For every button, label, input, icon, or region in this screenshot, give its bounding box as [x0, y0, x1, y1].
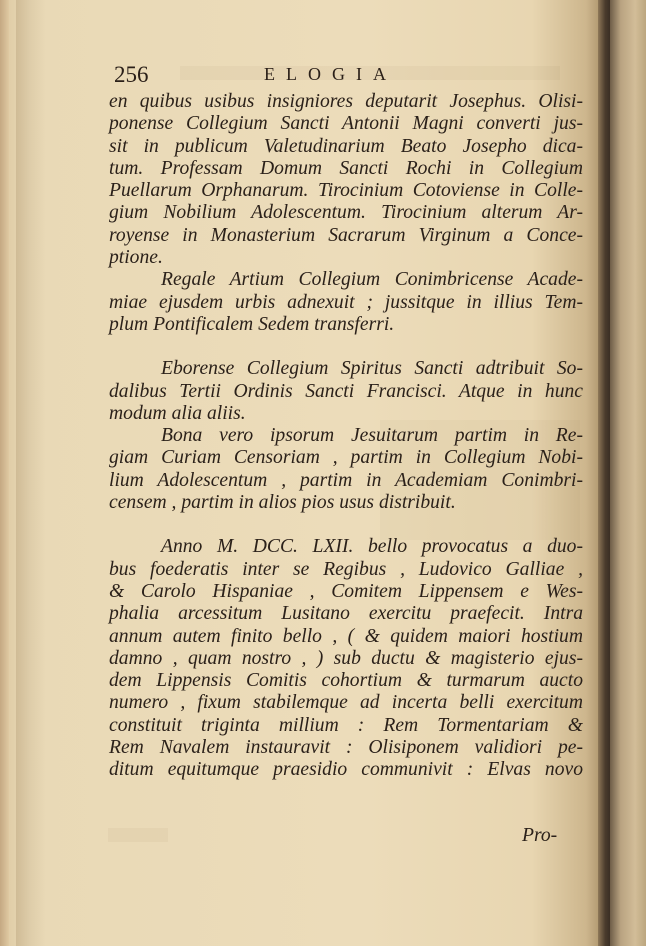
paragraph-start-line: Regale Artium Collegium Conimbricense Acade-: [161, 269, 583, 291]
text-line: constituit triginta millium : Rem Tormentariam &: [109, 714, 583, 736]
bleed-through-smudge: [108, 828, 168, 842]
adjacent-page-edge: [610, 0, 646, 946]
text-line: miae ejusdem urbis adnexuit ; jussitque in illius Tem-: [109, 291, 583, 313]
paragraph-gap: [109, 514, 583, 536]
text-line: numero , fixum stabilemque ad incerta belli exercitum: [109, 692, 583, 714]
page-body: [109, 91, 583, 782]
paragraph-start-line: Anno M. DCC. LXII. bello provocatus a duo-: [161, 536, 583, 558]
text-line: phalia arcessitum Lusitano exercitu praefecit. Intra: [109, 603, 583, 625]
text-line: ditum equitumque praesidio communivit : Elvas novo: [109, 759, 583, 781]
text-line: bus foederatis inter se Regibus , Ludovico Galliae ,: [109, 558, 583, 580]
text-line: lium Adolescentum , partim in Academiam Conimbri-: [109, 469, 583, 491]
page-number: 256: [114, 62, 149, 87]
text-line: en quibus usibus insigniores deputarit Josephus. Olisi-: [109, 91, 583, 112]
text-line: plum Pontificalem Sedem transferri.: [109, 313, 395, 335]
paragraph-gap: [109, 336, 583, 358]
text-line: ponense Collegium Sancti Antonii Magni converti jus-: [109, 113, 583, 135]
text-line: Puellarum Orphanarum. Tirocinium Cotoviense in Colle-: [109, 180, 583, 202]
text-line: giam Curiam Censoriam , partim in Collegium Nobi-: [109, 447, 583, 469]
text-line: gium Nobilium Adolescentum. Tirocinium alterum Ar-: [109, 202, 583, 224]
text-line: modum alia aliis.: [109, 402, 246, 424]
book-spine: [598, 0, 610, 946]
page-header: [114, 62, 584, 92]
text-line: & Carolo Hispaniae , Comitem Lippensem e Wes-: [109, 580, 583, 602]
text-line: Rem Navalem instauravit : Olisiponem validiori pe-: [109, 737, 583, 759]
running-head: ELOGIA: [264, 64, 397, 84]
paragraph-start-line: Eborense Collegium Spiritus Sancti adtribuit So-: [161, 358, 583, 380]
text-line: sit in publicum Valetudinarium Beato Josepho dica-: [109, 135, 583, 157]
catchword: Pro-: [522, 825, 558, 846]
text-line: ptione.: [109, 247, 163, 269]
text-line: dem Lippensis Comitis cohortium & turmarum aucto: [109, 670, 583, 692]
text-line: dalibus Tertii Ordinis Sancti Francisci. Atque in hunc: [109, 380, 583, 402]
text-line: royense in Monasterium Sacrarum Virginum a Conce-: [109, 224, 583, 246]
fold-shadow: [16, 0, 46, 946]
text-line: annum autem finito bello , ( & quidem maiori hostium: [109, 625, 583, 647]
text-line: tum. Professam Domum Sancti Rochi in Collegium: [109, 157, 583, 179]
paragraph-start-line: Bona vero ipsorum Jesuitarum partim in Re-: [161, 425, 583, 447]
page-edge: [0, 0, 9, 946]
text-line: censem , partim in alios pios usus distribuit.: [109, 492, 456, 514]
text-line: damno , quam nostro , ) sub ductu & magisterio ejus-: [109, 647, 583, 669]
